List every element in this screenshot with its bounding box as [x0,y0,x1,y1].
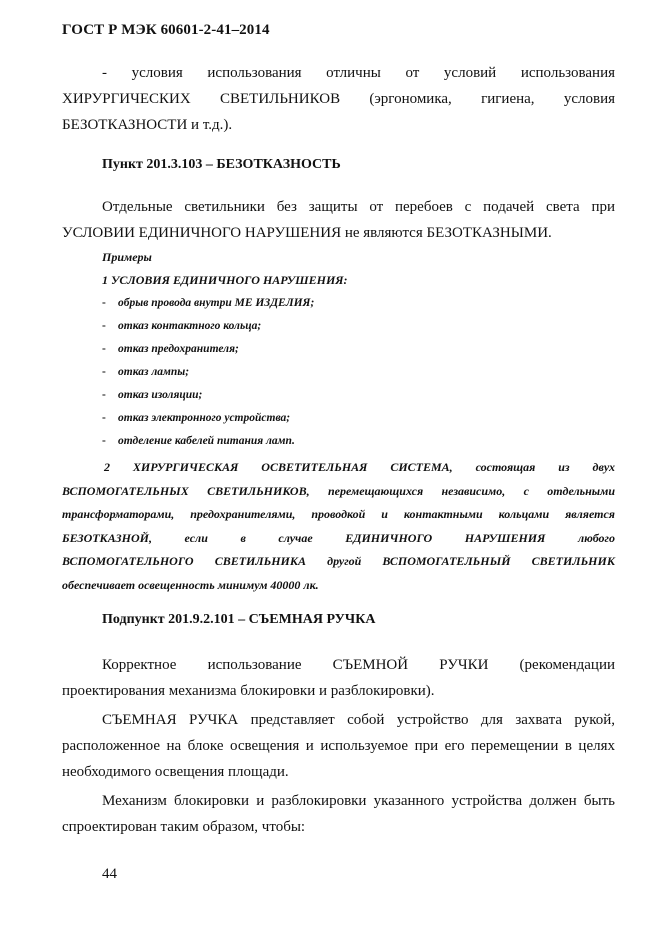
section-title: Пункт 201.3.103 – БЕЗОТКАЗНОСТЬ [102,157,341,172]
document-header: ГОСТ Р МЭК 60601-2-41–2014 [62,22,270,38]
section1-paragraph [62,194,615,246]
list-item: - обрыв провода внутри МЕ ИЗДЕЛИЯ; [102,297,315,309]
list-item-text: отказ электронного устройства; [118,412,291,424]
text-line: БЕЗОТКАЗНОЙ, если в случае ЕДИНИЧНОГО НАРУШЕНИЯ любого [62,530,615,545]
text-line: - условия использования отличны от условий использования [102,65,615,81]
text-line: ВСПОМОГАТЕЛЬНОГО СВЕТИЛЬНИКА другой ВСПОМОГАТЕЛЬНЫЙ СВЕТИЛЬНИК [62,554,615,568]
example-title: 1 УСЛОВИЯ ЕДИНИЧНОГО НАРУШЕНИЯ: [102,273,348,287]
list-item: - отказ электронного устройства; [102,412,291,424]
examples-label: Примеры [102,250,152,264]
text-line: ХИРУРГИЧЕСКИХ СВЕТИЛЬНИКОВ (эргономика, гигиена, условия [62,91,615,107]
list-item-text: отказ контактного кольца; [118,320,262,332]
list-item-text: отделение кабелей питания ламп. [118,435,295,447]
list-item: - отказ предохранителя; [102,343,239,355]
section2-paragraph-2 [62,707,615,785]
text-line: спроектирован таким образом, чтобы: [62,819,306,835]
list-item-text: отказ предохранителя; [118,343,239,355]
list-item: - отказ изоляции; [102,389,203,401]
list-item: - отделение кабелей питания ламп. [102,435,295,447]
list-item-text: отказ лампы; [118,366,190,378]
text-line: Корректное использование СЪЕМНОЙ РУЧКИ (рекомендации [102,657,615,673]
list-item: - отказ контактного кольца; [102,320,262,332]
text-line: СЪЕМНАЯ РУЧКА представляет собой устройство для захвата рукой, [102,712,615,728]
text-line: необходимого освещения площади. [62,764,289,780]
section2-paragraph-1 [62,652,615,704]
list-item-text: отказ изоляции; [118,389,203,401]
text-line: трансформаторами, предохранителями, проводкой и контактными кольцами является [62,507,615,521]
list-item-text: обрыв провода внутри МЕ ИЗДЕЛИЯ; [118,297,315,309]
text-line: Механизм блокировки и разблокировки указанного устройства должен быть [102,793,615,809]
text-line: ВСПОМОГАТЕЛЬНЫХ СВЕТИЛЬНИКОВ, перемещающихся независимо, с отдельными [62,483,615,498]
text-line: БЕЗОТКАЗНОСТИ и т.д.). [62,117,233,133]
text-line: расположенное на блоке освещения и используемое при его перемещении в целях [62,738,615,754]
list-item: - отказ лампы; [102,366,190,378]
example2-paragraph [62,456,615,597]
text-line: обеспечивает освещенность минимум 40000 лк. [62,577,319,592]
section2-paragraph-3 [62,788,615,840]
section-title: Подпункт 201.9.2.101 – СЪЕМНАЯ РУЧКА [102,612,376,627]
text-line: 2 ХИРУРГИЧЕСКАЯ ОСВЕТИТЕЛЬНАЯ СИСТЕМА, состоящая из двух [104,460,615,474]
text-line: Отдельные светильники без защиты от перебоев с подачей света при [102,199,615,215]
text-line: проектирования механизма блокировки и разблокировки). [62,683,435,699]
intro-paragraph [62,60,615,138]
text-line: УСЛОВИИ ЕДИНИЧНОГО НАРУШЕНИЯ не являются БЕЗОТКАЗНЫМИ. [62,225,552,241]
page-number: 44 [102,866,117,882]
